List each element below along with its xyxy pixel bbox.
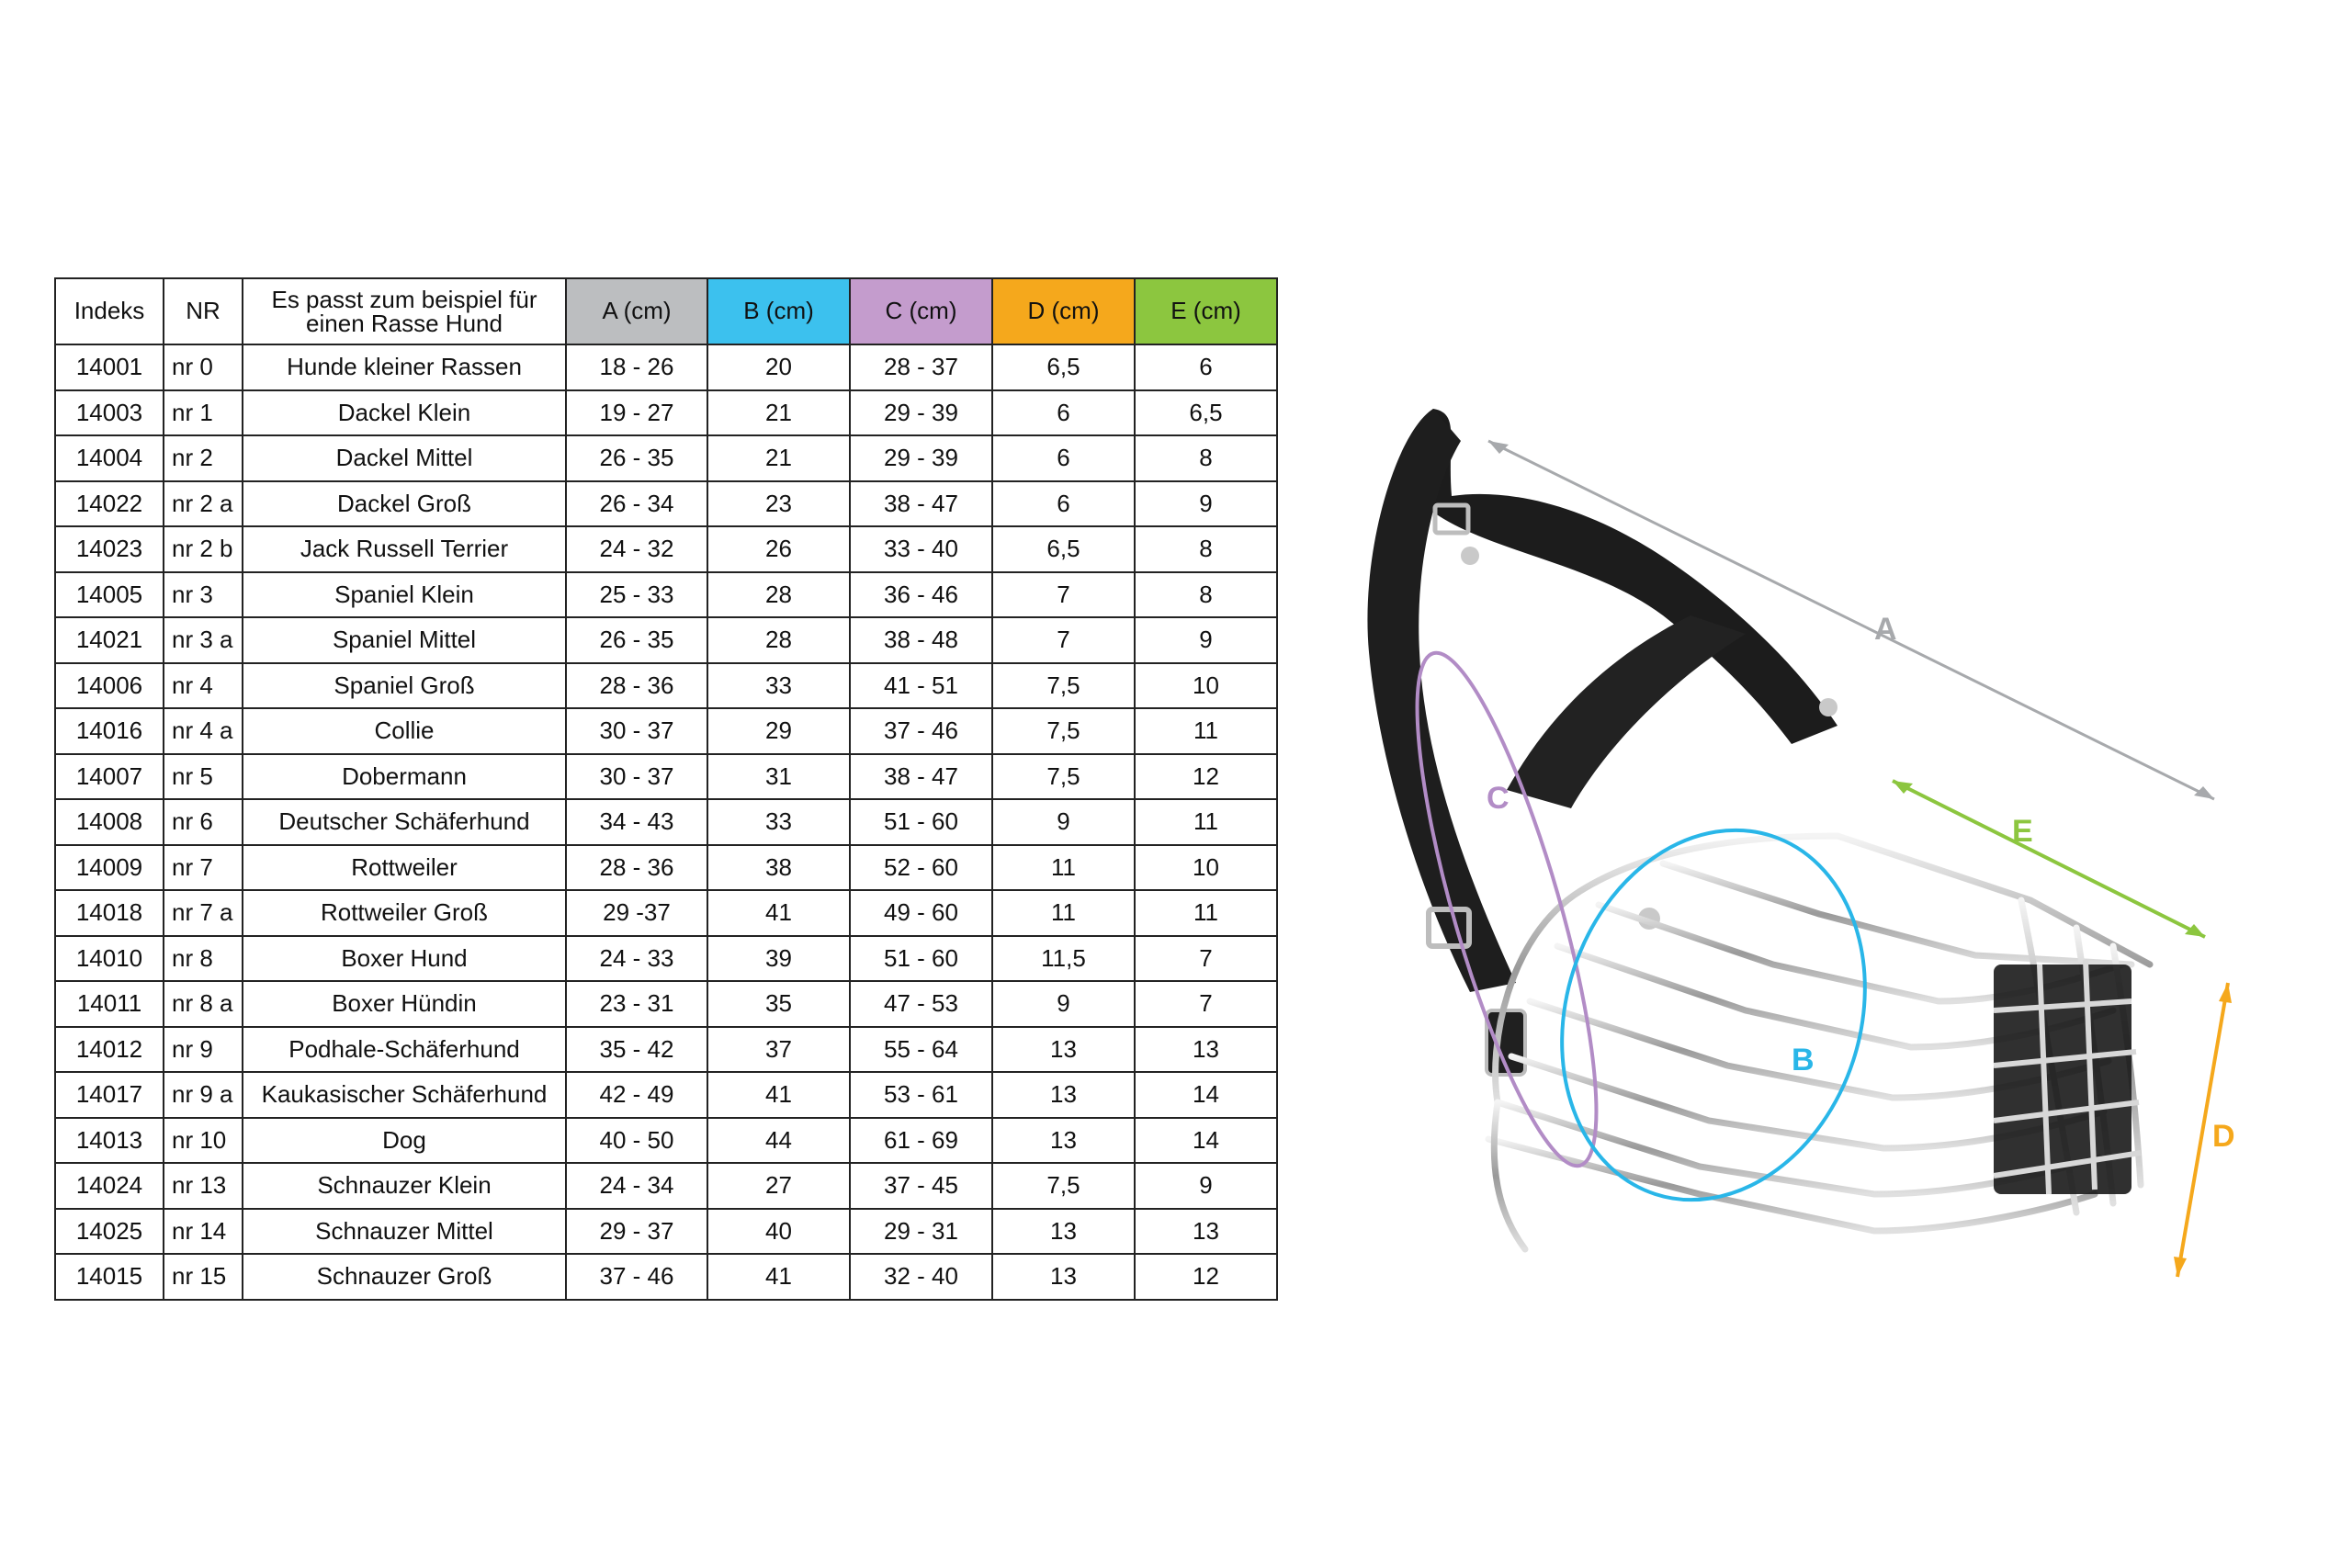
cell-nr: nr 4 a	[164, 708, 243, 754]
cell-nr: nr 15	[164, 1254, 243, 1300]
cell-indeks: 14003	[55, 390, 164, 436]
cell-nr: nr 13	[164, 1163, 243, 1209]
cell-e-cm: 8	[1135, 526, 1277, 572]
cell-c-cm: 52 - 60	[850, 845, 992, 891]
cell-breed: Deutscher Schäferhund	[243, 799, 566, 845]
cell-nr: nr 8	[164, 936, 243, 982]
cell-b-cm: 33	[707, 799, 850, 845]
cell-b-cm: 29	[707, 708, 850, 754]
cell-e-cm: 12	[1135, 754, 1277, 800]
cell-b-cm: 33	[707, 663, 850, 709]
cell-a-cm: 26 - 35	[566, 617, 707, 663]
cell-d-cm: 7,5	[992, 708, 1135, 754]
cell-d-cm: 13	[992, 1072, 1135, 1118]
cell-nr: nr 9	[164, 1027, 243, 1073]
leather-strap	[1367, 409, 1838, 1075]
cell-indeks: 14018	[55, 890, 164, 936]
cell-breed: Schnauzer Klein	[243, 1163, 566, 1209]
cell-c-cm: 55 - 64	[850, 1027, 992, 1073]
cell-b-cm: 41	[707, 1254, 850, 1300]
cell-c-cm: 51 - 60	[850, 799, 992, 845]
table-row	[55, 1072, 1277, 1118]
table-row	[55, 526, 1277, 572]
cell-indeks: 14008	[55, 799, 164, 845]
cell-b-cm: 38	[707, 845, 850, 891]
table-row	[55, 845, 1277, 891]
cell-nr: nr 10	[164, 1118, 243, 1164]
cell-a-cm: 29 - 37	[566, 1209, 707, 1255]
cell-indeks: 14001	[55, 344, 164, 390]
table-row	[55, 1209, 1277, 1255]
cell-breed: Boxer Hund	[243, 936, 566, 982]
cell-e-cm: 12	[1135, 1254, 1277, 1300]
cell-breed: Dackel Klein	[243, 390, 566, 436]
cell-c-cm: 28 - 37	[850, 344, 992, 390]
cell-e-cm: 6	[1135, 344, 1277, 390]
cell-breed: Dog	[243, 1118, 566, 1164]
cell-breed: Spaniel Groß	[243, 663, 566, 709]
header-d-cm: D (cm)	[992, 278, 1135, 344]
cell-b-cm: 41	[707, 1072, 850, 1118]
cell-breed: Spaniel Klein	[243, 572, 566, 618]
cell-d-cm: 13	[992, 1209, 1135, 1255]
cell-breed: Spaniel Mittel	[243, 617, 566, 663]
cell-b-cm: 28	[707, 572, 850, 618]
table-row	[55, 344, 1277, 390]
cell-nr: nr 2 b	[164, 526, 243, 572]
cell-c-cm: 33 - 40	[850, 526, 992, 572]
cell-d-cm: 7	[992, 572, 1135, 618]
cell-a-cm: 26 - 34	[566, 481, 707, 527]
cell-breed: Dobermann	[243, 754, 566, 800]
cell-d-cm: 11	[992, 890, 1135, 936]
cell-a-cm: 23 - 31	[566, 981, 707, 1027]
cell-a-cm: 42 - 49	[566, 1072, 707, 1118]
cell-e-cm: 7	[1135, 981, 1277, 1027]
header-e-cm: E (cm)	[1135, 278, 1277, 344]
cell-nr: nr 3	[164, 572, 243, 618]
cell-d-cm: 13	[992, 1118, 1135, 1164]
dimension-a-label: A	[1874, 612, 1897, 647]
cell-indeks: 14024	[55, 1163, 164, 1209]
cell-a-cm: 24 - 32	[566, 526, 707, 572]
table-row	[55, 890, 1277, 936]
cell-e-cm: 13	[1135, 1027, 1277, 1073]
cell-b-cm: 23	[707, 481, 850, 527]
cell-breed: Collie	[243, 708, 566, 754]
cell-indeks: 14016	[55, 708, 164, 754]
cell-b-cm: 27	[707, 1163, 850, 1209]
cell-b-cm: 26	[707, 526, 850, 572]
cell-c-cm: 38 - 47	[850, 754, 992, 800]
cell-b-cm: 21	[707, 390, 850, 436]
cell-d-cm: 9	[992, 799, 1135, 845]
cell-c-cm: 49 - 60	[850, 890, 992, 936]
cell-breed: Jack Russell Terrier	[243, 526, 566, 572]
cell-b-cm: 28	[707, 617, 850, 663]
muzzle-diagram	[1360, 404, 2297, 1359]
cell-d-cm: 7,5	[992, 1163, 1135, 1209]
cell-e-cm: 11	[1135, 890, 1277, 936]
header-nr: NR	[164, 278, 243, 344]
cell-d-cm: 6	[992, 481, 1135, 527]
cell-b-cm: 40	[707, 1209, 850, 1255]
cell-a-cm: 24 - 33	[566, 936, 707, 982]
cell-b-cm: 31	[707, 754, 850, 800]
cell-c-cm: 61 - 69	[850, 1118, 992, 1164]
cell-a-cm: 29 -37	[566, 890, 707, 936]
cell-a-cm: 30 - 37	[566, 754, 707, 800]
cell-b-cm: 39	[707, 936, 850, 982]
cell-b-cm: 20	[707, 344, 850, 390]
cell-c-cm: 29 - 39	[850, 435, 992, 481]
cell-e-cm: 11	[1135, 708, 1277, 754]
cell-e-cm: 9	[1135, 617, 1277, 663]
size-table	[54, 277, 1278, 1301]
cell-c-cm: 38 - 47	[850, 481, 992, 527]
muzzle-figure	[1360, 404, 2297, 1359]
rivet-icon	[1461, 547, 1479, 565]
arrowhead-icon	[2219, 983, 2232, 1003]
cell-e-cm: 11	[1135, 799, 1277, 845]
cell-breed: Schnauzer Mittel	[243, 1209, 566, 1255]
table-row	[55, 1118, 1277, 1164]
dimension-d	[2174, 983, 2235, 1277]
cell-d-cm: 13	[992, 1254, 1135, 1300]
arrowhead-icon	[2174, 1257, 2187, 1277]
cell-indeks: 14004	[55, 435, 164, 481]
table-row	[55, 754, 1277, 800]
cell-d-cm: 7	[992, 617, 1135, 663]
cell-nr: nr 1	[164, 390, 243, 436]
cell-nr: nr 0	[164, 344, 243, 390]
cell-indeks: 14012	[55, 1027, 164, 1073]
cell-e-cm: 8	[1135, 435, 1277, 481]
cell-c-cm: 53 - 61	[850, 1072, 992, 1118]
table-body	[55, 344, 1277, 1300]
cell-nr: nr 3 a	[164, 617, 243, 663]
header-breed: Es passt zum beispiel für einen Rasse Hund	[243, 278, 566, 344]
cell-c-cm: 41 - 51	[850, 663, 992, 709]
cell-breed: Rottweiler	[243, 845, 566, 891]
cell-a-cm: 18 - 26	[566, 344, 707, 390]
header-c-cm: C (cm)	[850, 278, 992, 344]
cell-indeks: 14005	[55, 572, 164, 618]
cell-nr: nr 7	[164, 845, 243, 891]
cell-indeks: 14007	[55, 754, 164, 800]
cell-e-cm: 8	[1135, 572, 1277, 618]
cell-breed: Kaukasischer Schäferhund	[243, 1072, 566, 1118]
cell-c-cm: 36 - 46	[850, 572, 992, 618]
cell-breed: Boxer Hündin	[243, 981, 566, 1027]
cell-nr: nr 9 a	[164, 1072, 243, 1118]
cell-e-cm: 9	[1135, 1163, 1277, 1209]
table-row	[55, 572, 1277, 618]
arrowhead-icon	[2194, 786, 2214, 799]
table-row	[55, 799, 1277, 845]
cell-indeks: 14017	[55, 1072, 164, 1118]
cell-b-cm: 44	[707, 1118, 850, 1164]
cell-nr: nr 4	[164, 663, 243, 709]
cell-d-cm: 11	[992, 845, 1135, 891]
cell-nr: nr 2	[164, 435, 243, 481]
cell-a-cm: 19 - 27	[566, 390, 707, 436]
cell-a-cm: 40 - 50	[566, 1118, 707, 1164]
cell-e-cm: 13	[1135, 1209, 1277, 1255]
cell-e-cm: 10	[1135, 845, 1277, 891]
cell-indeks: 14006	[55, 663, 164, 709]
cell-indeks: 14013	[55, 1118, 164, 1164]
cell-breed: Rottweiler Groß	[243, 890, 566, 936]
cell-e-cm: 9	[1135, 481, 1277, 527]
dimension-d-label: D	[2212, 1119, 2235, 1154]
cell-d-cm: 7,5	[992, 663, 1135, 709]
cell-indeks: 14025	[55, 1209, 164, 1255]
table-row	[55, 708, 1277, 754]
cell-nr: nr 7 a	[164, 890, 243, 936]
arrowhead-icon	[1488, 441, 1509, 454]
cell-d-cm: 7,5	[992, 754, 1135, 800]
cell-b-cm: 35	[707, 981, 850, 1027]
cell-e-cm: 6,5	[1135, 390, 1277, 436]
table-row	[55, 435, 1277, 481]
table-row	[55, 1163, 1277, 1209]
cell-breed: Hunde kleiner Rassen	[243, 344, 566, 390]
table-header-row	[55, 278, 1277, 344]
cell-c-cm: 32 - 40	[850, 1254, 992, 1300]
cell-e-cm: 14	[1135, 1072, 1277, 1118]
cell-breed: Podhale-Schäferhund	[243, 1027, 566, 1073]
cell-d-cm: 6,5	[992, 344, 1135, 390]
table-row	[55, 663, 1277, 709]
cell-a-cm: 24 - 34	[566, 1163, 707, 1209]
table-row	[55, 981, 1277, 1027]
arrowhead-icon	[1893, 781, 1913, 794]
cell-nr: nr 5	[164, 754, 243, 800]
dimension-e-label: E	[2012, 814, 2033, 849]
cell-e-cm: 14	[1135, 1118, 1277, 1164]
cell-indeks: 14021	[55, 617, 164, 663]
header-a-cm: A (cm)	[566, 278, 707, 344]
cell-breed: Schnauzer Groß	[243, 1254, 566, 1300]
cell-nr: nr 2 a	[164, 481, 243, 527]
cell-b-cm: 37	[707, 1027, 850, 1073]
cell-breed: Dackel Mittel	[243, 435, 566, 481]
cell-d-cm: 6	[992, 390, 1135, 436]
cell-a-cm: 26 - 35	[566, 435, 707, 481]
cell-e-cm: 10	[1135, 663, 1277, 709]
table-row	[55, 1254, 1277, 1300]
cell-c-cm: 37 - 45	[850, 1163, 992, 1209]
cell-nr: nr 8 a	[164, 981, 243, 1027]
cell-c-cm: 29 - 39	[850, 390, 992, 436]
table-row	[55, 617, 1277, 663]
cell-breed: Dackel Groß	[243, 481, 566, 527]
cell-a-cm: 35 - 42	[566, 1027, 707, 1073]
cell-indeks: 14023	[55, 526, 164, 572]
cell-d-cm: 6,5	[992, 526, 1135, 572]
cell-nr: nr 14	[164, 1209, 243, 1255]
cell-a-cm: 25 - 33	[566, 572, 707, 618]
cell-d-cm: 6	[992, 435, 1135, 481]
table-row	[55, 1027, 1277, 1073]
cell-a-cm: 34 - 43	[566, 799, 707, 845]
arrowhead-icon	[2185, 924, 2205, 937]
header-b-cm: B (cm)	[707, 278, 850, 344]
cell-a-cm: 37 - 46	[566, 1254, 707, 1300]
cell-c-cm: 47 - 53	[850, 981, 992, 1027]
cell-d-cm: 11,5	[992, 936, 1135, 982]
cell-c-cm: 51 - 60	[850, 936, 992, 982]
table-row	[55, 390, 1277, 436]
header-indeks: Indeks	[55, 278, 164, 344]
table-row	[55, 936, 1277, 982]
cell-b-cm: 21	[707, 435, 850, 481]
dimension-c-label: C	[1487, 781, 1510, 816]
cell-indeks: 14015	[55, 1254, 164, 1300]
dimension-b-label: B	[1792, 1043, 1815, 1077]
cell-a-cm: 28 - 36	[566, 663, 707, 709]
cell-c-cm: 38 - 48	[850, 617, 992, 663]
cell-indeks: 14009	[55, 845, 164, 891]
cell-d-cm: 13	[992, 1027, 1135, 1073]
table-row	[55, 481, 1277, 527]
cell-a-cm: 30 - 37	[566, 708, 707, 754]
cell-c-cm: 37 - 46	[850, 708, 992, 754]
cell-b-cm: 41	[707, 890, 850, 936]
cell-indeks: 14022	[55, 481, 164, 527]
cell-e-cm: 7	[1135, 936, 1277, 982]
cell-c-cm: 29 - 31	[850, 1209, 992, 1255]
cell-indeks: 14011	[55, 981, 164, 1027]
rivet-icon	[1819, 698, 1838, 716]
cell-d-cm: 9	[992, 981, 1135, 1027]
cell-indeks: 14010	[55, 936, 164, 982]
cell-nr: nr 6	[164, 799, 243, 845]
cell-a-cm: 28 - 36	[566, 845, 707, 891]
